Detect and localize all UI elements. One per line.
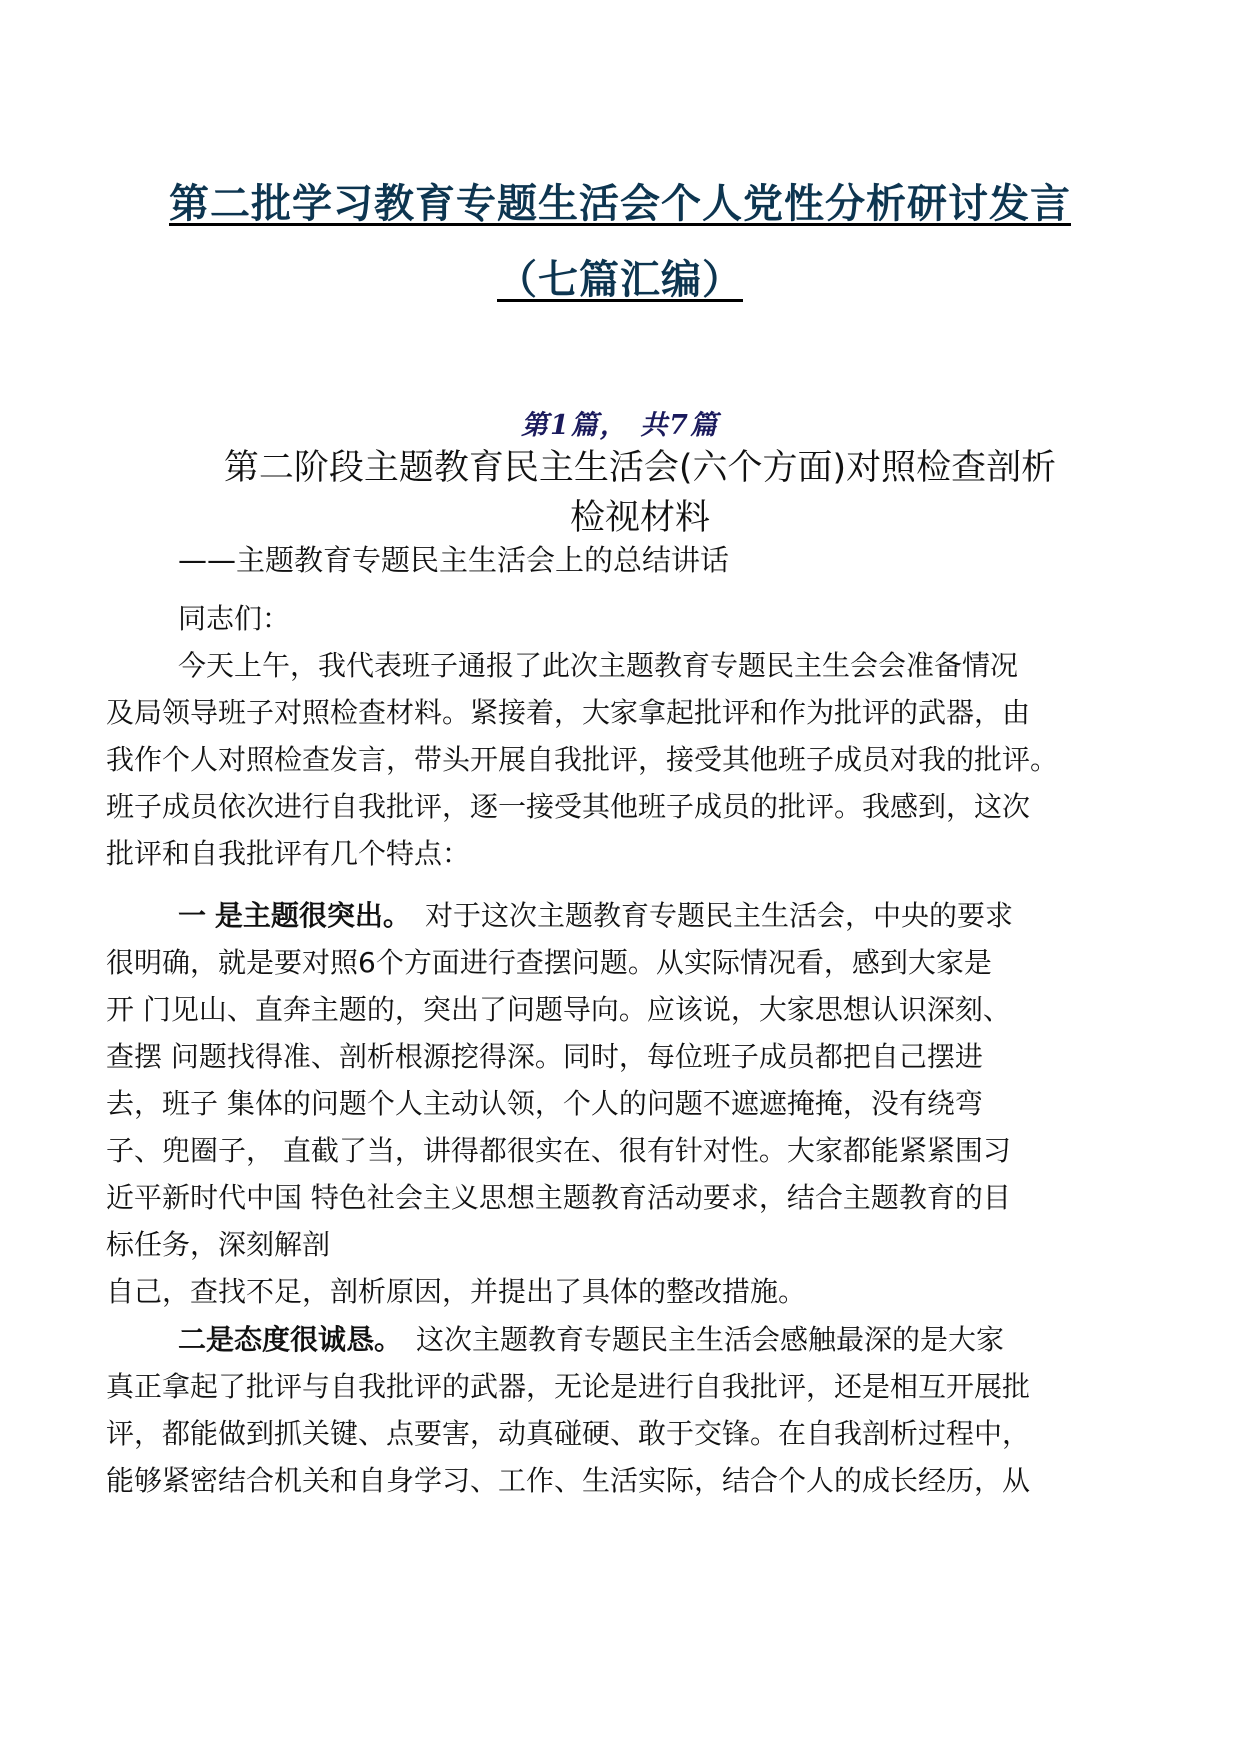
- point-first-line-text: 对于这次主题教育专题民主生活会，中央的要求: [424, 899, 1013, 932]
- paragraph-line: 我作个人对照检查发言，带头开展自我批评，接受其他班子成员对我的批评。: [106, 743, 1059, 776]
- paragraph-point-one: [106, 892, 1136, 1315]
- paragraph-line: 真正拿起了批评与自我批评的武器，无论是进行自我批评，还是相互开展批: [106, 1370, 1031, 1403]
- point-number: 一: [178, 899, 207, 932]
- paragraph-line: 开 门见山、直奔主题的，突出了问题导向。应该说，大家思想认识深刻、: [106, 993, 1011, 1026]
- paragraph-line: 子、兜圈子， 直截了当，讲得都很实在、很有针对性。大家都能紧紧围习: [106, 1134, 1011, 1167]
- paragraph-line: 很明确，就是要对照6个方面进行查摆问题。从实际情况看，感到大家是: [106, 946, 992, 979]
- paragraph-first-line: [106, 1316, 1136, 1363]
- document-title-subtext: （七篇汇编）: [497, 257, 743, 303]
- paragraph-line: 自己，查找不足，剖析原因，并提出了具体的整改措施。: [106, 1275, 807, 1308]
- paragraph-line: 评，都能做到抓关键、点要害，动真碰硬、敢于交锋。在自我剖析过程中，: [106, 1417, 1031, 1450]
- section-title-line-1: 第二阶段主题教育民主生活会(六个方面)对照检查剖析: [223, 448, 1057, 488]
- document-title-text: 第二批学习教育专题生活会个人党性分析研讨发言: [169, 181, 1071, 227]
- greeting: [106, 595, 1136, 642]
- paragraph-point-two: [106, 1316, 1136, 1504]
- paragraph-line: 查摆 问题找得准、剖析根源挖得深。同时，每位班子成员都把自己摆进: [106, 1040, 983, 1073]
- point-heading: 是主题很突出。: [214, 899, 411, 932]
- paragraph-line: 去，班子 集体的问题个人主动认领，个人的问题不遮遮掩掩，没有绕弯: [106, 1087, 983, 1120]
- greeting-text: 同志们：: [178, 602, 291, 635]
- paragraph-line: 批评和自我批评有几个特点：: [106, 837, 471, 870]
- paragraph-line: 今天上午，我代表班子通报了此次主题教育专题民主生会会准备情况: [178, 649, 1019, 682]
- paragraph-line: 及局领导班子对照检查材料。紧接着，大家拿起批评和作为批评的武器，由: [106, 696, 1031, 729]
- paragraph-intro: [106, 642, 1136, 877]
- part-counter: 第1篇， 共7篇: [521, 410, 719, 441]
- paragraph-line: 班子成员依次进行自我批评，逐一接受其他班子成员的批评。我感到，这次: [106, 790, 1031, 823]
- speech-subtitle: ——主题教育专题民主生活会上的总结讲话: [178, 543, 730, 577]
- paragraph-line: 近平新时代中国 特色社会主义思想主题教育活动要求，结合主题教育的目: [106, 1181, 1011, 1214]
- section-title-line-2: 检视材料: [569, 498, 710, 538]
- paragraph-line: 能够紧密结合机关和自身学习、工作、生活实际，结合个人的成长经历，从: [106, 1464, 1031, 1497]
- point-first-line-text: 这次主题教育专题民主生活会感触最深的是大家: [416, 1323, 1005, 1356]
- point-heading: 二是态度很诚恳。: [178, 1323, 403, 1356]
- paragraph-line: 标任务，深刻解剖: [106, 1228, 331, 1261]
- document-title-line-1: [0, 172, 1240, 229]
- paragraph-first-line: [106, 892, 1136, 939]
- document-title-line-2: [0, 248, 1240, 305]
